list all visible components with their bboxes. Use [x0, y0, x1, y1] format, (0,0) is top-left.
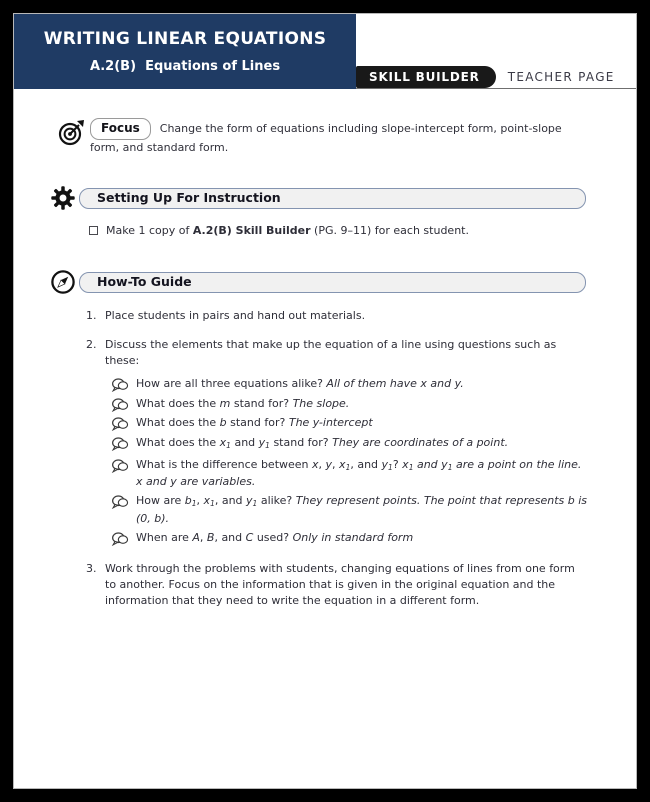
question-text: What does the m stand for? The slope.: [136, 396, 350, 410]
compass-icon: [50, 269, 76, 295]
step-2-text: Discuss the elements that make up the equation of a line using questions such as these:: [105, 338, 557, 367]
question-item: [111, 416, 588, 431]
step-2-number: 2.: [86, 338, 97, 351]
focus-body: [90, 118, 588, 156]
step-3-number: 3.: [86, 561, 97, 575]
header-right: [356, 14, 636, 89]
question-text: What is the difference between x, y, x1, and y1? x1 and y1 are a point on the line. x and y are variables.: [136, 457, 582, 488]
speech-bubbles-icon: [111, 377, 136, 392]
header-navy-block: [14, 14, 356, 89]
gear-icon: [50, 185, 76, 211]
step-1: [86, 308, 588, 324]
question-text: What does the x1 and y1 stand for? They are coordinates of a point.: [136, 435, 509, 450]
question-item: [111, 458, 588, 490]
header: [14, 14, 636, 89]
setup-section-header: [50, 185, 586, 211]
target-icon: [58, 118, 90, 156]
question-text: When are A, B, and C used? Only in standard form: [136, 530, 414, 544]
step-1-text: Place students in pairs and hand out materials.: [105, 309, 366, 322]
step-2: [86, 337, 588, 369]
discussion-question-list: [111, 377, 588, 546]
howto-section-heading: How-To Guide: [79, 272, 586, 293]
step-3-text: Work through the problems with students, changing equations of lines from one form to another. Focus on the information that is given in the original equation and the information that they need to write the equation in a different form.: [105, 561, 575, 607]
question-item: [111, 377, 588, 392]
question-item: [111, 494, 588, 526]
speech-bubbles-icon: [111, 416, 136, 431]
question-item: [111, 531, 588, 546]
speech-bubbles-icon: [111, 458, 136, 490]
document-page: [13, 13, 637, 789]
question-text: What does the b stand for? The y-intercept: [136, 416, 373, 429]
checkbox-icon: [89, 226, 98, 235]
speech-bubbles-icon: [111, 397, 136, 412]
speech-bubbles-icon: [111, 494, 136, 526]
question-item: [111, 397, 588, 412]
question-text: How are b1, x1, and y1 alike? They represent points. The point that represents b is (0, b).: [136, 494, 588, 525]
question-item: [111, 436, 588, 454]
focus-section: [58, 118, 588, 156]
teacher-page-label: TEACHER PAGE: [507, 70, 615, 84]
question-text: How are all three equations alike? All of them have x and y.: [136, 377, 464, 390]
setup-item-text: Make 1 copy of A.2(B) Skill Builder (PG. 9–11) for each student.: [106, 224, 469, 237]
setup-section-heading: Setting Up For Instruction: [79, 188, 586, 209]
page-title: WRITING LINEAR EQUATIONS: [43, 29, 327, 49]
skill-builder-badge: SKILL BUILDER: [356, 66, 496, 88]
focus-pill: Focus: [90, 118, 151, 140]
setup-checklist-item: [89, 224, 586, 237]
page-subtitle: A.2(B) Equations of Lines: [89, 59, 281, 74]
speech-bubbles-icon: [111, 436, 136, 454]
speech-bubbles-icon: [111, 531, 136, 546]
step-1-number: 1.: [86, 309, 97, 322]
howto-section-header: [50, 269, 586, 295]
step-3: [86, 561, 588, 609]
focus-text: Change the form of equations including slope-intercept form, point-slope form, and standard form.: [90, 122, 562, 154]
